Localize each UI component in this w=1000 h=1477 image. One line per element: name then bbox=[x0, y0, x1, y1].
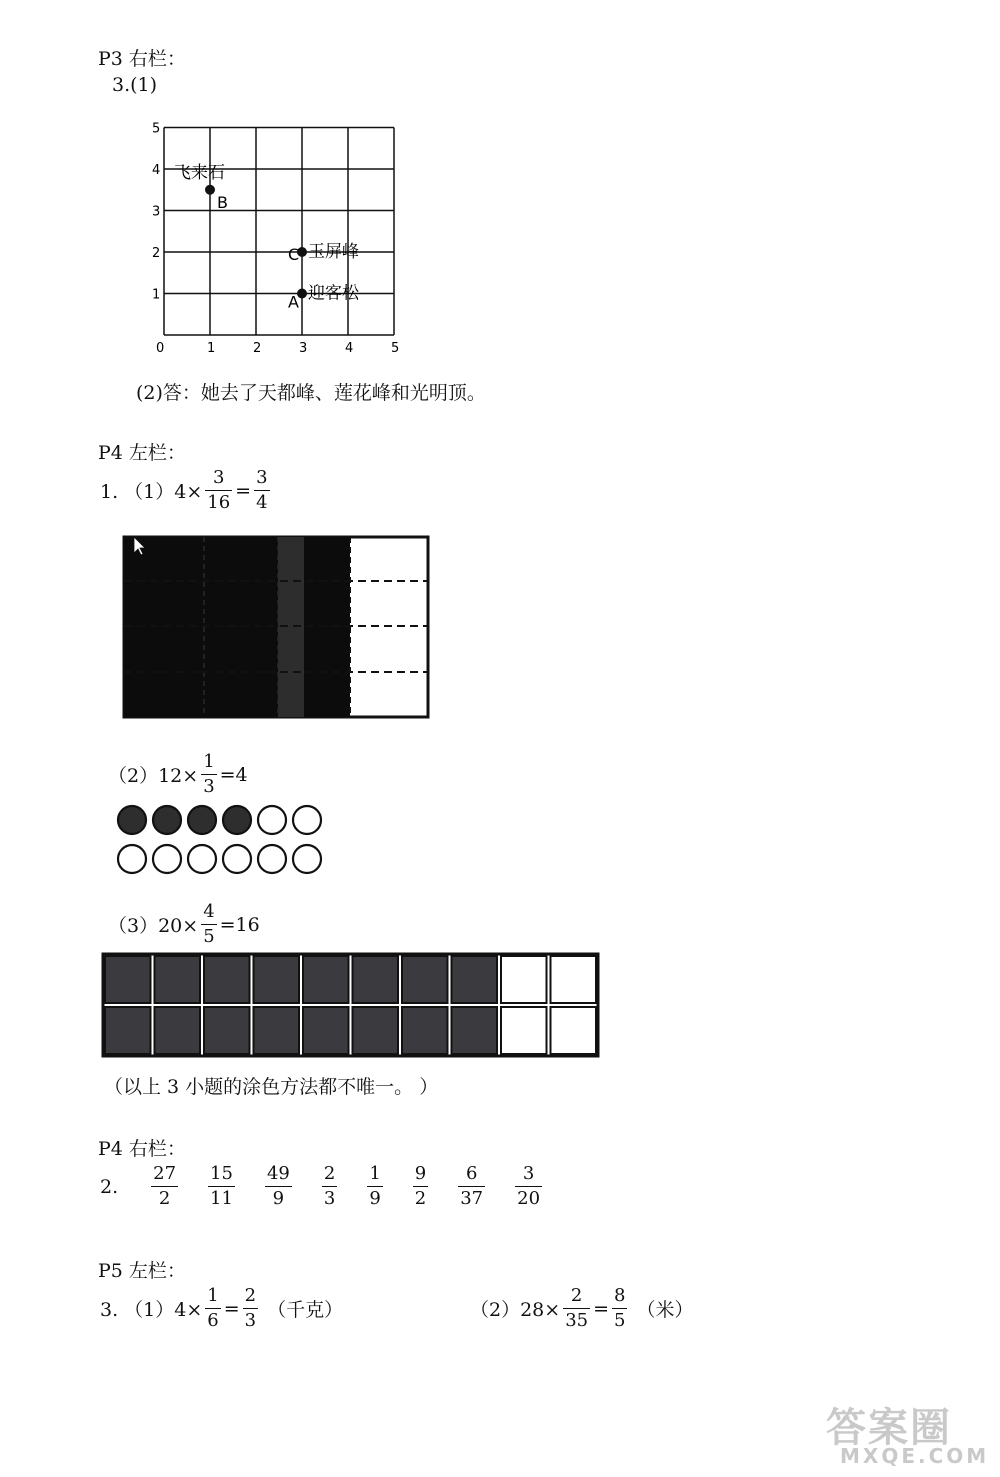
fraction-numerator: 1 bbox=[207, 1285, 219, 1306]
filled-circle bbox=[188, 806, 216, 834]
equals-sign: = bbox=[593, 1297, 610, 1320]
fraction-denominator: 2 bbox=[158, 1188, 171, 1209]
equals-sign: = bbox=[235, 479, 252, 502]
fraction bbox=[208, 1162, 235, 1211]
filled-square bbox=[204, 956, 250, 1003]
filled-square bbox=[353, 956, 399, 1003]
fraction bbox=[254, 466, 269, 515]
equation-prefix: （2）12× bbox=[108, 765, 199, 787]
fraction-denominator: 3 bbox=[323, 1188, 336, 1209]
fraction-numerator: 27 bbox=[153, 1163, 177, 1184]
shaded-rectangle-diagram bbox=[120, 533, 432, 721]
fraction-numerator: 3 bbox=[256, 467, 268, 488]
fraction-denominator: 20 bbox=[517, 1188, 541, 1209]
fraction-numerator: 2 bbox=[570, 1285, 583, 1306]
empty-circle bbox=[258, 845, 286, 873]
x-tick-label: 5 bbox=[391, 341, 400, 356]
fraction-denominator: 5 bbox=[614, 1310, 626, 1331]
y-tick-label: 5 bbox=[152, 121, 161, 137]
y-tick-label: 1 bbox=[152, 287, 161, 303]
fraction bbox=[205, 1284, 220, 1333]
equation-result: =16 bbox=[219, 913, 260, 936]
equation-prefix: 3. （1）4× bbox=[100, 1299, 203, 1321]
fraction-denominator: 9 bbox=[272, 1188, 285, 1209]
fraction-denominator: 35 bbox=[565, 1310, 589, 1331]
fraction bbox=[367, 1162, 382, 1211]
filled-circle bbox=[153, 806, 181, 834]
empty-square bbox=[551, 1007, 597, 1054]
x-tick-label: 2 bbox=[253, 341, 262, 356]
empty-square bbox=[551, 956, 597, 1003]
fraction-numerator: 3 bbox=[212, 467, 225, 488]
fraction-denominator: 3 bbox=[244, 1310, 257, 1331]
fraction bbox=[612, 1284, 627, 1333]
point-letter-label: C bbox=[288, 245, 300, 264]
fraction bbox=[201, 750, 216, 799]
fraction bbox=[322, 1162, 337, 1211]
filled-circle bbox=[118, 806, 146, 834]
squares-diagram bbox=[100, 951, 602, 1061]
point-name-label: 飞来石 bbox=[174, 162, 225, 183]
grid-tick-labels bbox=[152, 122, 399, 357]
fraction-numerator: 6 bbox=[465, 1163, 478, 1184]
y-tick-label: 4 bbox=[152, 163, 161, 178]
filled-circle bbox=[223, 806, 251, 834]
equation-prefix: （2）28× bbox=[470, 1299, 561, 1321]
empty-square bbox=[501, 1007, 547, 1054]
p4-left-heading: P4 左栏： bbox=[98, 442, 186, 464]
x-tick-label: 3 bbox=[299, 341, 308, 356]
fraction-denominator: 3 bbox=[203, 776, 215, 797]
fraction bbox=[563, 1284, 590, 1333]
p4-q2-fractions bbox=[100, 1162, 557, 1211]
fraction-numerator: 1 bbox=[203, 751, 215, 772]
equation-prefix: （3）20× bbox=[108, 915, 199, 937]
circles-diagram bbox=[112, 800, 342, 884]
point-name-label: 玉屏峰 bbox=[308, 242, 359, 262]
filled-square bbox=[105, 1007, 151, 1054]
empty-circle bbox=[293, 806, 321, 834]
fraction-numerator: 15 bbox=[210, 1163, 233, 1184]
empty-circle bbox=[153, 845, 181, 873]
watermark-logo-text: 答案圈 bbox=[826, 1405, 952, 1451]
p5-q3-1-equation bbox=[100, 1284, 343, 1333]
fraction-numerator: 2 bbox=[323, 1163, 336, 1184]
unit-label: （米） bbox=[636, 1299, 694, 1321]
fraction bbox=[265, 1162, 292, 1211]
fraction-denominator: 37 bbox=[460, 1188, 484, 1209]
x-tick-label: 0 bbox=[156, 341, 165, 356]
p4-note: （以上 3 小题的涂色方法都不唯一。 ） bbox=[104, 1076, 439, 1098]
point-letter-label: B bbox=[217, 192, 228, 212]
equals-sign: = bbox=[223, 1297, 240, 1320]
point-name-label: 迎客松 bbox=[308, 283, 359, 304]
point-letter-label: A bbox=[288, 292, 299, 312]
empty-circle bbox=[118, 845, 146, 873]
filled-square bbox=[452, 956, 498, 1003]
p3-q3-part1-label: 3.(1) bbox=[112, 74, 158, 96]
equation-result: =4 bbox=[219, 763, 248, 786]
unit-label: （千克） bbox=[267, 1299, 344, 1321]
filled-square bbox=[254, 1007, 300, 1054]
fraction-numerator: 9 bbox=[414, 1163, 427, 1184]
p4-q1-3-equation bbox=[108, 900, 260, 949]
watermark-url: MXQE.COM bbox=[840, 1444, 990, 1468]
y-tick-label: 3 bbox=[152, 204, 161, 220]
fraction-numerator: 8 bbox=[614, 1285, 626, 1306]
empty-circle bbox=[223, 845, 251, 873]
fraction bbox=[243, 1284, 258, 1333]
grid-points bbox=[174, 163, 360, 312]
fraction-numerator: 4 bbox=[203, 901, 215, 922]
fraction-denominator: 9 bbox=[369, 1188, 381, 1209]
fraction bbox=[205, 466, 232, 515]
fraction-numerator: 49 bbox=[266, 1163, 290, 1184]
empty-square bbox=[501, 956, 547, 1003]
x-tick-label: 1 bbox=[207, 341, 216, 356]
fraction-denominator: 16 bbox=[207, 492, 231, 513]
filled-square bbox=[402, 956, 448, 1003]
p3-q3-part2-answer: (2)答：她去了天都峰、莲花峰和光明顶。 bbox=[136, 382, 486, 404]
filled-square bbox=[303, 956, 349, 1003]
p3-right-heading: P3 右栏： bbox=[98, 48, 186, 70]
filled-square bbox=[254, 956, 300, 1003]
fraction-numerator: 1 bbox=[369, 1163, 381, 1184]
fraction-denominator: 2 bbox=[414, 1188, 427, 1209]
fraction bbox=[201, 900, 216, 949]
y-tick-label: 2 bbox=[152, 246, 161, 261]
fraction-denominator: 4 bbox=[256, 492, 268, 513]
filled-square bbox=[353, 1007, 399, 1054]
filled-square bbox=[155, 1007, 201, 1054]
fraction-denominator: 5 bbox=[203, 926, 215, 947]
filled-square bbox=[452, 1007, 498, 1054]
fraction-denominator: 11 bbox=[210, 1188, 233, 1209]
filled-square bbox=[303, 1007, 349, 1054]
grid-lines bbox=[164, 128, 394, 336]
filled-square bbox=[105, 956, 151, 1003]
p4-q1-1-equation bbox=[100, 466, 273, 515]
fraction bbox=[515, 1162, 542, 1211]
fraction-numerator: 3 bbox=[522, 1163, 535, 1184]
p4-q1-2-equation bbox=[108, 750, 248, 799]
question-number: 2. bbox=[100, 1175, 119, 1198]
filled-square bbox=[402, 1007, 448, 1054]
fraction bbox=[458, 1162, 485, 1211]
fraction-denominator: 6 bbox=[207, 1310, 219, 1331]
filled-square bbox=[155, 956, 201, 1003]
point-marker bbox=[205, 185, 215, 195]
p5-q3-2-equation bbox=[470, 1284, 693, 1333]
fraction bbox=[413, 1162, 428, 1211]
empty-circle bbox=[258, 806, 286, 834]
coordinate-grid bbox=[140, 112, 410, 362]
empty-circle bbox=[188, 845, 216, 873]
p4-right-heading: P4 右栏： bbox=[98, 1138, 186, 1160]
x-tick-label: 4 bbox=[345, 341, 354, 356]
filled-square bbox=[204, 1007, 250, 1054]
fraction-numerator: 2 bbox=[244, 1285, 257, 1306]
p5-left-heading: P5 左栏： bbox=[98, 1260, 186, 1282]
fraction bbox=[151, 1162, 178, 1211]
equation-prefix: 1. （1）4× bbox=[100, 481, 203, 503]
empty-circle bbox=[293, 845, 321, 873]
